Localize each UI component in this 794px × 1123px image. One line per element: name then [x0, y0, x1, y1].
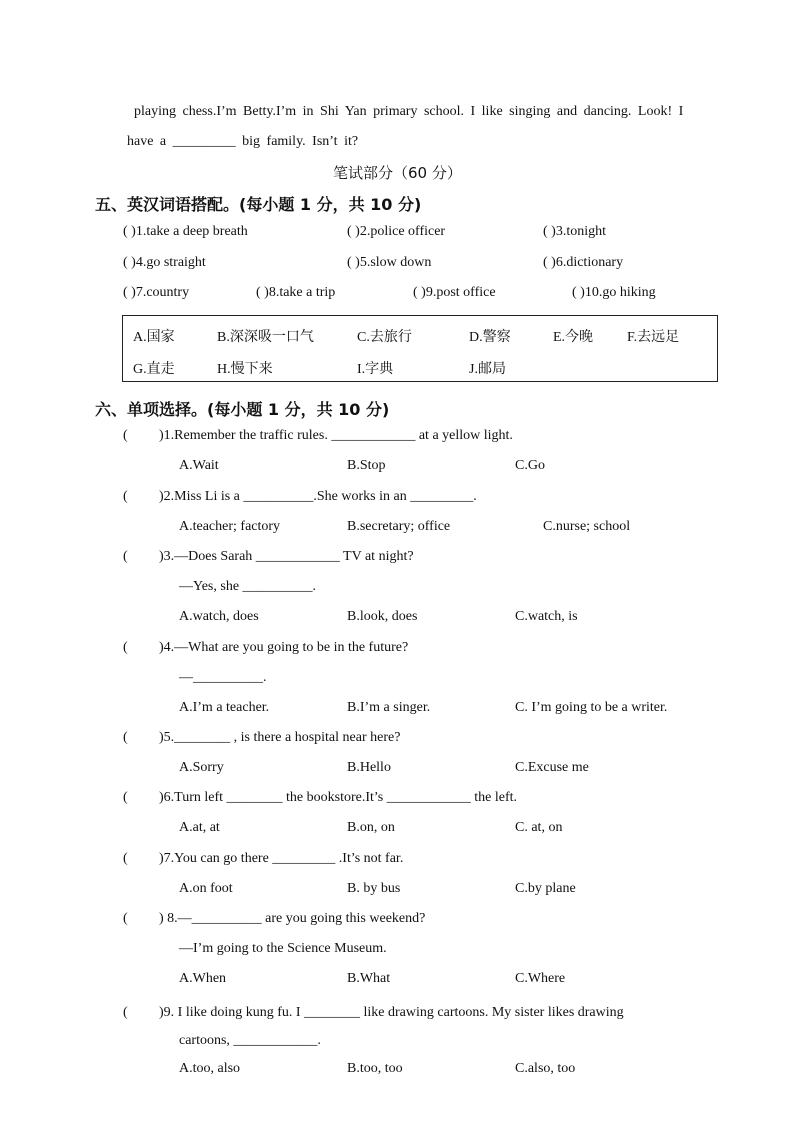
options-box	[122, 315, 718, 382]
match-item-6: ( )6.dictionary	[543, 255, 624, 270]
q7-option-b: B. by bus	[347, 881, 401, 896]
q2-option-b: B.secretary; office	[347, 519, 451, 534]
q7-stem: )7.You can go there _________ .It’s not far.	[159, 851, 404, 866]
q5-option-c: C.Excuse me	[515, 760, 589, 775]
q1-option-a: A.Wait	[179, 458, 219, 473]
written-part-title: 笔试部分（60 分）	[333, 164, 462, 182]
q4-sub: —__________.	[179, 670, 267, 685]
match-item-3: ( )3.tonight	[543, 224, 606, 239]
match-item-9: ( )9.post office	[413, 285, 496, 300]
q5-bracket: (	[123, 730, 128, 745]
q8-sub: —I’m going to the Science Museum.	[179, 941, 387, 956]
option-h: H.慢下来	[217, 362, 273, 377]
q6-option-a: A.at, at	[179, 820, 220, 835]
option-d: D.警察	[469, 330, 511, 345]
match-item-7: ( )7.country	[123, 285, 190, 300]
q4-bracket: (	[123, 640, 128, 655]
q5-option-b: B.Hello	[347, 760, 391, 775]
option-e: E.今晚	[553, 330, 594, 345]
q9-sub: cartoons, ____________.	[179, 1033, 321, 1048]
q9-bracket: (	[123, 1005, 128, 1020]
q2-stem: )2.Miss Li is a __________.She works in an _________.	[159, 489, 477, 504]
option-a: A.国家	[133, 330, 175, 345]
q6-option-c: C. at, on	[515, 820, 563, 835]
q7-option-a: A.on foot	[179, 881, 233, 896]
q2-option-c: C.nurse; school	[543, 519, 631, 534]
q6-stem: )6.Turn left ________ the bookstore.It’s ____________ the left.	[159, 790, 518, 805]
q1-stem: )1.Remember the traffic rules. ____________ at a yellow light.	[159, 428, 513, 443]
q2-option-a: A.teacher; factory	[179, 519, 281, 534]
option-b: B.深深吸一口气	[217, 330, 314, 345]
match-item-2: ( )2.police officer	[347, 224, 446, 239]
q8-stem: ) 8.—__________ are you going this weekend?	[159, 911, 426, 926]
match-item-1: ( )1.take a deep breath	[123, 224, 248, 239]
q7-option-c: C.by plane	[515, 881, 576, 896]
q9-option-c: C.also, too	[515, 1061, 576, 1076]
q5-stem: )5.________ , is there a hospital near here?	[159, 730, 401, 745]
match-item-8: ( )8.take a trip	[256, 285, 336, 300]
q6-option-b: B.on, on	[347, 820, 395, 835]
option-f: F.去远足	[627, 330, 680, 345]
q6-bracket: (	[123, 790, 128, 805]
q8-option-a: A.When	[179, 971, 227, 986]
q8-option-b: B.What	[347, 971, 391, 986]
q1-option-c: C.Go	[515, 458, 545, 473]
q4-option-c: C. I’m going to be a writer.	[515, 700, 668, 715]
q4-option-a: A.I’m a teacher.	[179, 700, 270, 715]
q3-option-b: B.look, does	[347, 609, 418, 624]
q9-option-a: A.too, also	[179, 1061, 241, 1076]
match-item-10: ( )10.go hiking	[572, 285, 656, 300]
option-j: J.邮局	[469, 362, 506, 377]
q4-option-b: B.I’m a singer.	[347, 700, 431, 715]
intro-line-1: playing chess.I’m Betty.I’m in Shi Yan primary school. I like singing and dancing. Look! I	[134, 104, 684, 119]
match-item-4: ( )4.go straight	[123, 255, 206, 270]
q3-sub: —Yes, she __________.	[179, 579, 317, 594]
q7-bracket: (	[123, 851, 128, 866]
intro-line-2: have a _________ big family. Isn’t it?	[127, 134, 359, 149]
q3-bracket: (	[123, 549, 128, 564]
match-item-5: ( )5.slow down	[347, 255, 432, 270]
q2-bracket: (	[123, 489, 128, 504]
option-i: I.字典	[357, 362, 394, 377]
q5-option-a: A.Sorry	[179, 760, 224, 775]
q3-option-a: A.watch, does	[179, 609, 259, 624]
q3-stem: )3.—Does Sarah ____________ TV at night?	[159, 549, 414, 564]
q3-option-c: C.watch, is	[515, 609, 578, 624]
option-c: C.去旅行	[357, 330, 412, 345]
q1-option-b: B.Stop	[347, 458, 386, 473]
q1-bracket: (	[123, 428, 128, 443]
q9-stem: )9. I like doing kung fu. I ________ like drawing cartoons. My sister likes drawing	[159, 1005, 624, 1020]
section5-title: 五、英汉词语搭配。(每小题 1 分，共 10 分)	[95, 195, 422, 214]
q8-bracket: (	[123, 911, 128, 926]
section6-title: 六、单项选择。(每小题 1 分，共 10 分)	[95, 400, 390, 419]
q8-option-c: C.Where	[515, 971, 566, 986]
q9-option-b: B.too, too	[347, 1061, 403, 1076]
q4-stem: )4.—What are you going to be in the future?	[159, 640, 409, 655]
option-g: G.直走	[133, 362, 175, 377]
